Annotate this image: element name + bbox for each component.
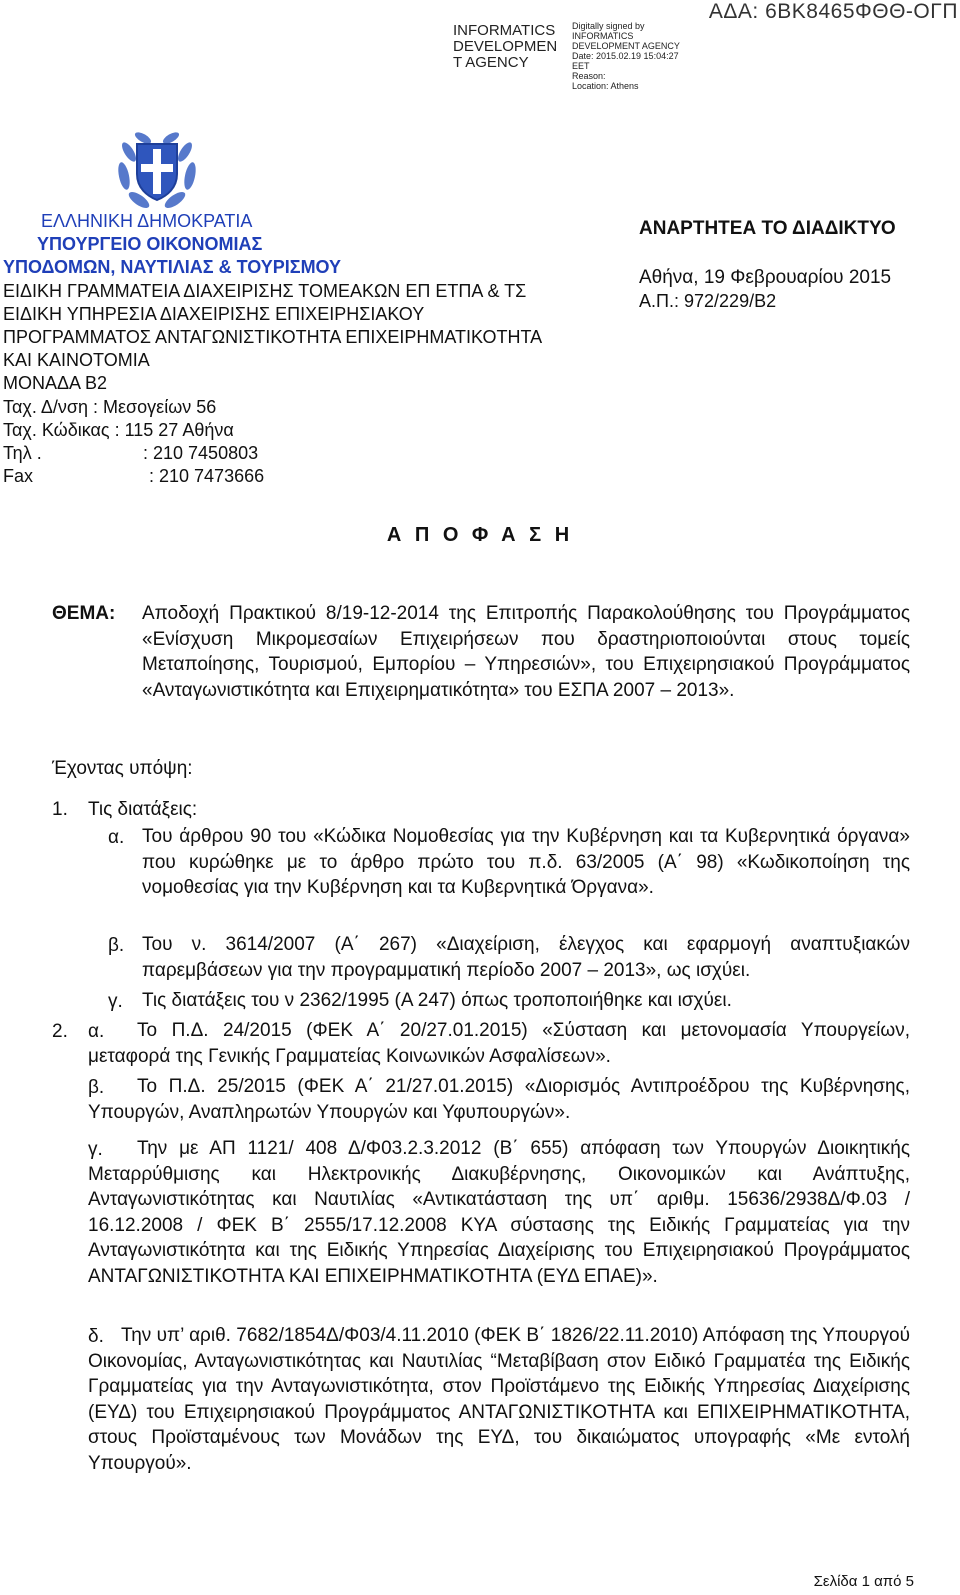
having-regard-heading: Έχοντας υπόψη: (52, 758, 193, 779)
subitem-text: Τις διατάξεις του ν 2362/1995 (Α 247) όπως τροποποιήθηκε και ισχύει. (142, 990, 732, 1011)
republic-name: ΕΛΛΗΝΙΚΗ ΔΗΜΟΚΡΑΤΙΑ (41, 211, 253, 231)
signer-org-line: INFORMATICS (453, 22, 556, 39)
page-number: Σελίδα 1 από 5 (813, 1573, 914, 1590)
subitem-label: α. (88, 1021, 105, 1042)
signature-line: INFORMATICS (572, 31, 634, 41)
subitem-text: Την υπ’ αριθ. 7682/1854Δ/Φ03/4.11.2010 (ΦΕΚ Β΄ 1826/22.11.2010) Απόφαση της Υπουργού Οικονομίας, Ανταγωνιστικότητας και Ναυτιλίας “Μεταβίβαση στον Ειδικό Γραμματέα της Ειδικής Γραμματείας για την Ανταγωνιστικότητα, στον Προϊστάμενο της Ειδικής Υπηρεσίας Διαχείρισης (ΕΥΔ) του Επιχειρησιακού Προγράμματος ΑΝΤΑΓΩΝΙΣΤΙΚΟΤΗΤΑ και ΕΠΙΧΕΙΡΗΜΑΤΙΚΟΤΗΤΑ, στους Προϊσταμένους των Μονάδων της ΕΥΔ, του δικαιώματος υπογραφής «Με εντολή Υπουργού». (88, 1325, 910, 1474)
subitem-label: γ. (108, 991, 123, 1012)
unit-name: ΜΟΝΑΔΑ Β2 (3, 373, 108, 394)
phone-row (3, 442, 542, 465)
service-name-line: ΕΙΔΙΚΗ ΥΠΗΡΕΣΙΑ ΔΙΑΧΕΙΡΙΣΗΣ ΕΠΙΧΕΙΡΗΣΙΑΚΟΥ (3, 303, 425, 324)
subitem-label: β. (88, 1077, 105, 1098)
signer-organization (453, 23, 565, 71)
fax-row (3, 465, 542, 488)
subitem-label: α. (108, 827, 125, 848)
signer-org-line: DEVELOPMEN (453, 38, 558, 55)
protocol-number: Α.Π.: 972/229/Β2 (639, 291, 777, 311)
ada-identifier: ΑΔΑ: 6ΒΚ8465ΦΘΘ-ΟΓΠ (708, 0, 958, 23)
signature-line: DEVELOPMENT AGENCY (572, 41, 680, 51)
sender-block (3, 210, 542, 488)
subitem-label: δ. (88, 1326, 104, 1347)
internet-posting-label: ΑΝΑΡΤΗΤΕΑ ΤΟ ΔΙΑΔΙΚΤΥΟ (639, 218, 896, 239)
item-number: 2. (52, 1021, 68, 1042)
ministry-name-line: ΥΠΟΥΡΓΕΙΟ ΟΙΚΟΝΟΜΙΑΣ (37, 234, 263, 255)
subitem-label: β. (108, 935, 125, 956)
item-number: 1. (52, 799, 68, 820)
secretariat-name: ΕΙΔΙΚΗ ΓΡΑΜΜΑΤΕΙΑ ΔΙΑΧΕΙΡΙΣΗΣ ΤΟΜΕΑΚΩΝ ΕΠ ΕΤΠΑ & ΤΣ (3, 280, 527, 301)
signature-line: EET (572, 61, 590, 71)
item-title: Τις διατάξεις: (88, 799, 198, 820)
signature-line: Date: 2015.02.19 15:04:27 (572, 51, 679, 61)
fax-value: : 210 7473666 (149, 466, 265, 487)
subject-label: ΘΕΜΑ: (52, 603, 116, 624)
subitem-label: γ. (88, 1139, 103, 1160)
document-date: Αθήνα, 19 Φεβρουαρίου 2015 (639, 267, 892, 288)
postal-address: Ταχ. Δ/νση : Μεσογείων 56 (3, 396, 217, 417)
subitem-text: Την με ΑΠ 1121/ 408 Δ/Φ03.2.3.2012 (Β΄ 655) απόφαση των Υπουργών Διοικητικής Μεταρρύθμισης και Ηλεκτρονικής Διακυβέρνησης, Οικονομικών και Ανάπτυξης, Ανταγωνιστικότητας και Ναυτιλίας «Αντικατάσταση της υπ΄ αριθμ. 15636/2938Δ/Φ.03 / 16.12.2008 / ΦΕΚ Β΄ 2555/17.12.2008 ΚΥΑ σύστασης της Ειδικής Γραμματείας για την Ανταγωνιστικότητα και της Ειδικής Υπηρεσίας Διαχείρισης του Επιχειρησιακού Προγράμματος ΑΝΤΑΓΩΝΙΣΤΙΚΟΤΗΤΑ ΚΑΙ ΕΠΙΧΕΙΡΗΜΑΤΙΚΟΤΗΤΑ (ΕΥΔ ΕΠΑΕ)». (88, 1138, 910, 1287)
greek-coat-of-arms-icon (115, 128, 199, 212)
fax-label: Fax (3, 466, 34, 487)
signer-org-line: T AGENCY (453, 54, 529, 71)
digital-signature-details (572, 21, 680, 91)
phone-label: Τηλ . (3, 443, 42, 464)
subitem-text: Του άρθρου 90 του «Κώδικα Νομοθεσίας για την Κυβέρνηση και τα Κυβερνητικά όργανα» που κυρώθηκε με το άρθρο πρώτο του π.δ. 63/2005 (Α΄ 98) «Κωδικοποίηση της νομοθεσίας για την Κυβέρνηση και τα Κυβερνητικά Όργανα». (142, 826, 910, 899)
signature-line: Reason: (572, 71, 606, 81)
decision-title: Α Π Ο Φ Α Σ Η (386, 524, 574, 546)
postal-code: Ταχ. Κώδικας : 115 27 Αθήνα (3, 419, 234, 440)
service-name-line: ΚΑΙ ΚΑΙΝΟΤΟΜΙΑ (3, 350, 150, 371)
signature-line: Location: Athens (572, 81, 639, 91)
subject-text: Αποδοχή Πρακτικού 8/19-12-2014 της Επιτροπής Παρακολούθησης του Προγράμματος «Ενίσχυση Μικρομεσαίων Επιχειρήσεων που δραστηριοποιούνται στους τομείς Μεταποίησης, Τουρισμού, Εμπορίου – Υπηρεσιών», του Επιχειρησιακού Προγράμματος «Ανταγωνιστικότητα και Επιχειρηματικότητα» του ΕΣΠΑ 2007 – 2013». (142, 603, 910, 701)
phone-value: : 210 7450803 (143, 443, 259, 464)
ministry-name-line: ΥΠΟΔΟΜΩΝ, ΝΑΥΤΙΛΙΑΣ & ΤΟΥΡΙΣΜΟΥ (3, 257, 342, 278)
subitem-text: Το Π.Δ. 24/2015 (ΦΕΚ Α΄ 20/27.01.2015) «Σύσταση και μετονομασία Υπουργείων, μεταφορά της Γενικής Γραμματείας Κοινωνικών Ασφαλίσεων». (88, 1020, 910, 1067)
subitem-text: Του ν. 3614/2007 (Α΄ 267) «Διαχείριση, έλεγχος και εφαρμογή αναπτυξιακών παρεμβάσεων για την προγραμματική περίοδο 2007 – 2013», ως ισχύει. (142, 934, 910, 981)
signature-line: Digitally signed by (572, 21, 645, 31)
subitem-text: Το Π.Δ. 25/2015 (ΦΕΚ Α΄ 21/27.01.2015) «Διορισμός Αντιπροέδρου της Κυβέρνησης, Υπουργών, Αναπληρωτών Υπουργών και Υφυπουργών». (88, 1076, 910, 1123)
service-name-line: ΠΡΟΓΡΑΜΜΑΤΟΣ ΑΝΤΑΓΩΝΙΣΤΙΚΟΤΗΤΑ ΕΠΙΧΕΙΡΗΜΑΤΙΚΟΤΗΤΑ (3, 327, 543, 348)
